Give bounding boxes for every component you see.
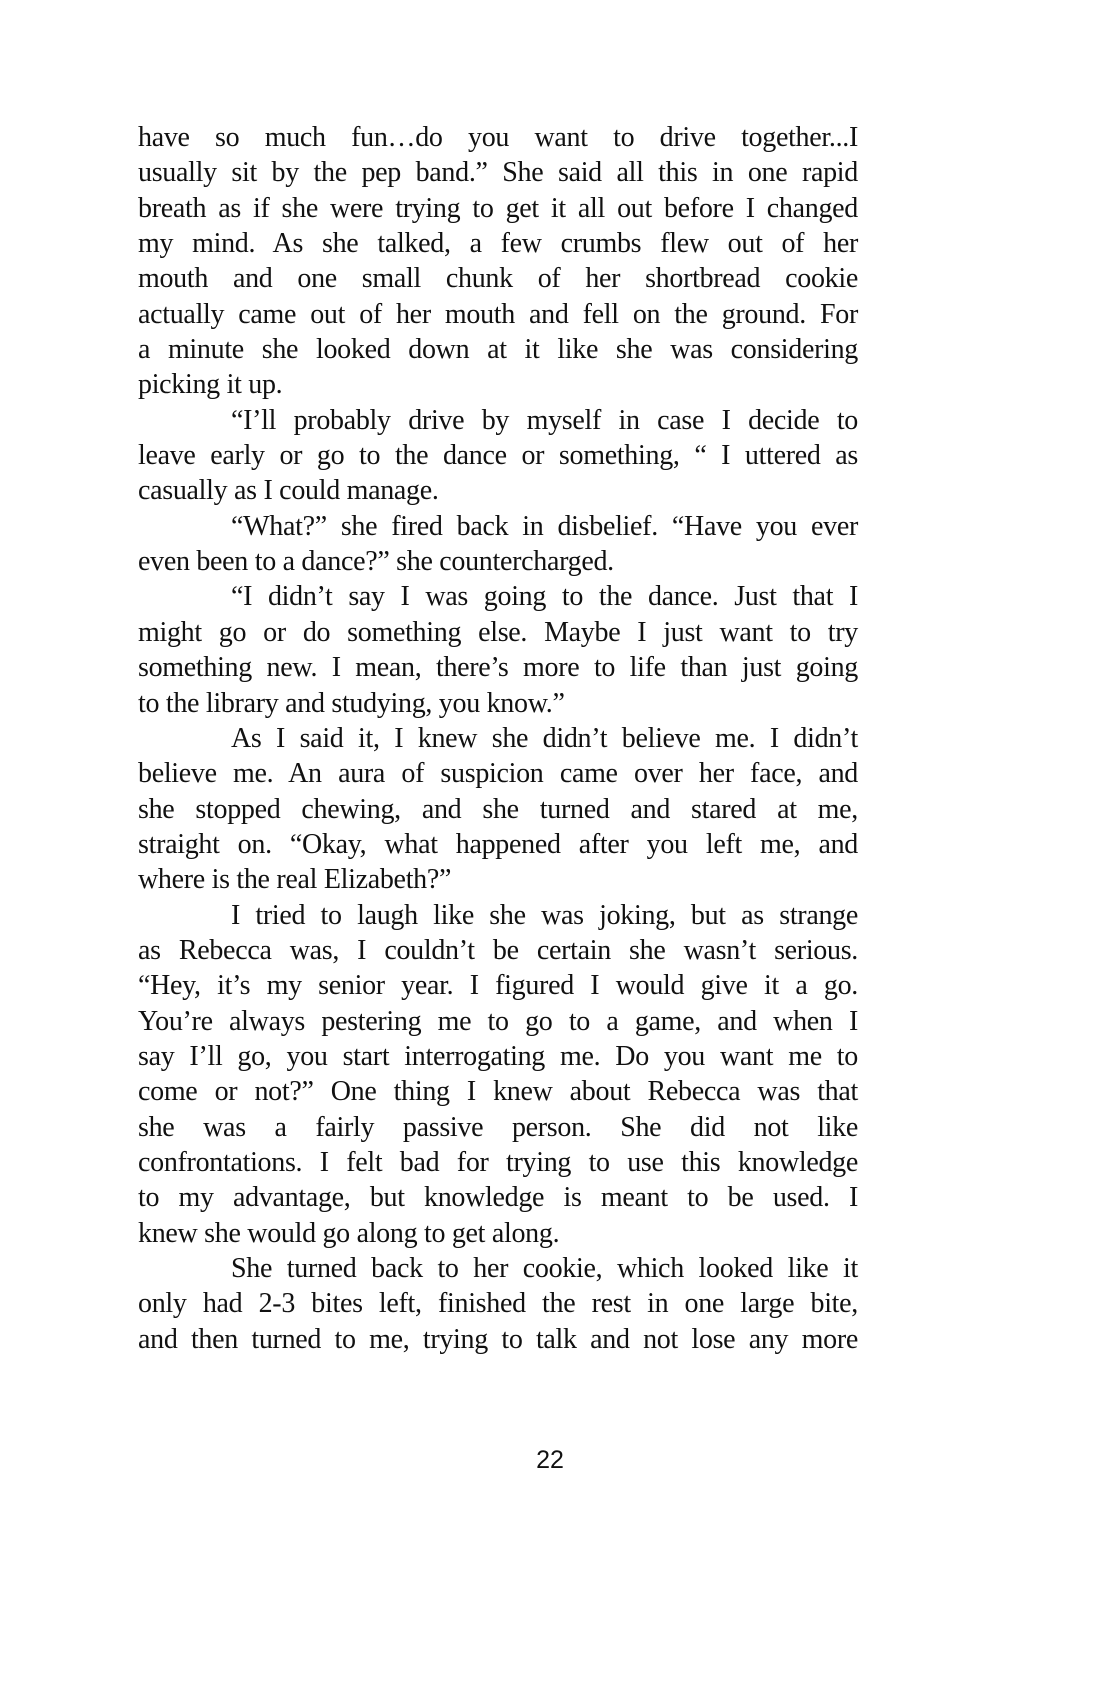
text-line: straight on. “Okay, what happened after you left me, and: [138, 828, 858, 860]
text-line: usually sit by the pep band.” She said all this in one rapid: [138, 157, 858, 189]
body-text: [138, 120, 858, 1357]
text-line: picking it up.: [138, 369, 283, 401]
text-line: she was a fairly passive person. She did not like: [138, 1111, 858, 1143]
text-line: have so much fun…do you want to drive together...I: [138, 122, 858, 153]
paragraph: [138, 721, 858, 898]
text-line: as Rebecca was, I couldn’t be certain she wasn’t serious.: [138, 934, 858, 966]
text-line: where is the real Elizabeth?”: [138, 864, 452, 896]
text-line: only had 2-3 bites left, finished the rest in one large bite,: [138, 1288, 858, 1320]
text-line: and then turned to me, trying to talk and not lose any more: [138, 1323, 858, 1355]
text-line: even been to a dance?” she countercharged.: [138, 546, 614, 578]
page-number: 22: [536, 1446, 564, 1474]
text-line: “I didn’t say I was going to the dance. Just that I: [231, 581, 858, 613]
text-line: something new. I mean, there’s more to life than just going: [138, 652, 858, 684]
text-line: she stopped chewing, and she turned and stared at me,: [138, 793, 858, 825]
text-line: casually as I could manage.: [138, 475, 439, 507]
text-line: As I said it, I knew she didn’t believe me. I didn’t: [231, 722, 858, 754]
text-line: leave early or go to the dance or something, “ I uttered as: [138, 440, 858, 472]
paragraph: [138, 579, 858, 720]
text-line: You’re always pestering me to go to a game, and when I: [138, 1005, 858, 1037]
text-line: come or not?” One thing I knew about Rebecca was that: [138, 1076, 858, 1108]
text-line: knew she would go along to get along.: [138, 1217, 560, 1249]
text-line: to the library and studying, you know.”: [138, 687, 565, 719]
text-line: confrontations. I felt bad for trying to use this knowledge: [138, 1146, 858, 1178]
paragraph: [138, 120, 858, 403]
text-line: mouth and one small chunk of her shortbread cookie: [138, 263, 858, 295]
text-line: “I’ll probably drive by myself in case I decide to: [231, 404, 858, 436]
text-line: a minute she looked down at it like she was considering: [138, 334, 858, 366]
paragraph: [138, 509, 858, 580]
text-line: might go or do something else. Maybe I just want to try: [138, 616, 858, 648]
text-line: “What?” she fired back in disbelief. “Have you ever: [231, 510, 858, 542]
text-line: breath as if she were trying to get it all out before I changed: [138, 192, 858, 224]
text-line: She turned back to her cookie, which looked like it: [231, 1253, 858, 1284]
text-line: actually came out of her mouth and fell on the ground. For: [138, 298, 858, 330]
text-line: to my advantage, but knowledge is meant to be used. I: [138, 1182, 858, 1214]
text-line: “Hey, it’s my senior year. I figured I would give it a go.: [138, 970, 858, 1002]
text-line: my mind. As she talked, a few crumbs flew out of her: [138, 228, 858, 260]
paragraph: [138, 403, 858, 509]
text-line: believe me. An aura of suspicion came over her face, and: [138, 758, 858, 790]
paragraph: [138, 898, 858, 1251]
text-line: I tried to laugh like she was joking, but as strange: [231, 899, 858, 931]
paragraph: [138, 1251, 858, 1357]
text-line: say I’ll go, you start interrogating me. Do you want me to: [138, 1040, 858, 1072]
